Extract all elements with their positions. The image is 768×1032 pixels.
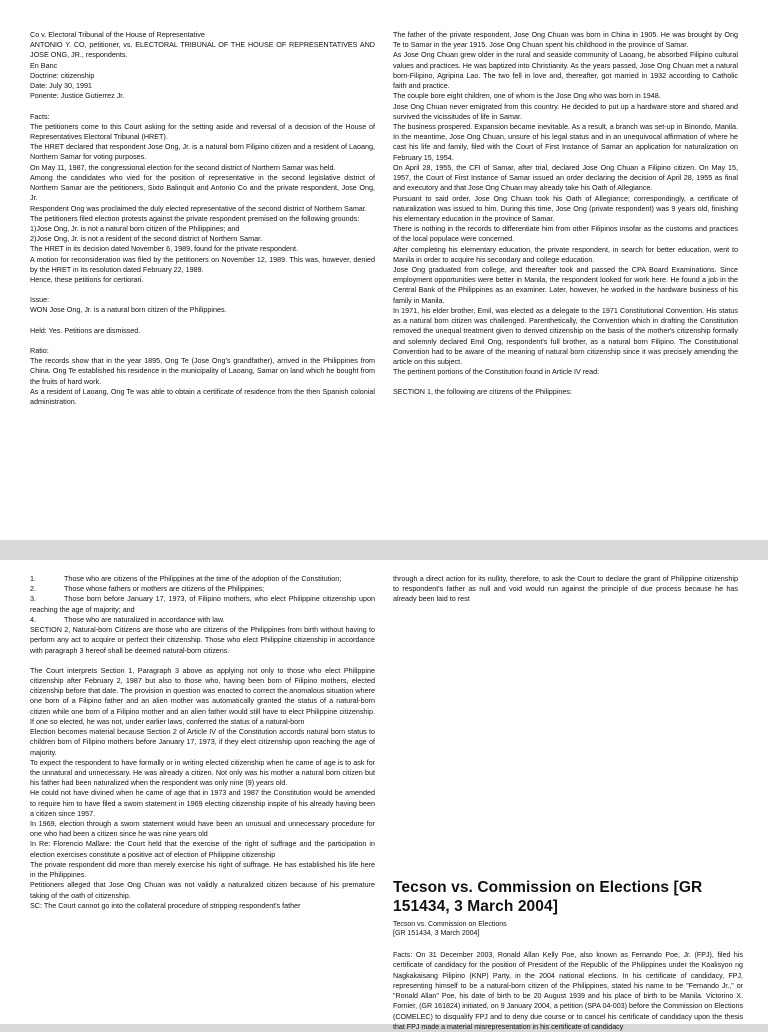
body-paragraph: In Re: Florencio Mallare: the Court held that the exercise of the right of suffrage and the participation in election exercises constitute a positive act of election of Philippine citizenship <box>30 839 375 859</box>
case-parties: ANTONIO Y. CO, petitioner, vs. ELECTORAL TRIBUNAL OF THE HOUSE OF REPRESENTATIVES AND JOSE ONG, JR., respondents. <box>30 40 375 60</box>
list-number: 4. <box>30 614 36 624</box>
section-subtitle: Tecson vs. Commission on Elections <box>393 921 507 928</box>
body-paragraph: SC: The Court cannot go into the collateral procedure of stripping respondent's father <box>30 900 301 910</box>
decision-date: Date: July 30, 1991 <box>30 81 92 91</box>
body-paragraph: As Jose Ong Chuan grew older in the rural and seaside community of Laoang, he absorbed Filipino cultural values and practices. He was baptized into Christianity. As the years passed, Jose Ong Chuan met a natural born-Filipino, Agripina Lao. The two fell in love and, thereafter, got married in 1932 according to Catholic faith and practice. <box>393 50 738 91</box>
facts-paragraph: The HRET in its decision dated November 6, 1989, found for the private respondent. <box>30 244 298 254</box>
body-paragraph: To expect the respondent to have formally or in writing elected citizenship when he came of age is to ask for the unnatural and unnecessary. He was already a citizen. Not only was his mother a natural born citizen but his father had been naturalized when the respondent was only nine (9) years old. <box>30 757 375 788</box>
body-paragraph: Jose Ong Chuan never emigrated from this country. He decided to put up a hardware store and shared and survived the vicissitudes of life in Samar. <box>393 101 738 121</box>
list-text: Those who are naturalized in accordance with law. <box>64 614 225 624</box>
section-1-intro: SECTION 1, the following are citizens of the Philippines: <box>393 387 572 397</box>
body-paragraph: The business prospered. Expansion became inevitable. As a result, a branch was set-up in Binondo, Manila. In the meantime, Jose Ong Chuan, unsure of his legal status and in an unequivocal affirmation of where he cast his life and family, filed with the Court of First Instance of Samar an application for naturalization on February 15, 1954. <box>393 121 738 162</box>
facts-paragraph: 1)Jose Ong, Jr. is not a natural born citizen of the Philippines; and <box>30 223 240 233</box>
section-subtitle-block <box>393 920 743 939</box>
facts-heading: Facts: <box>30 111 50 121</box>
body-paragraph: In 1971, his elder brother, Emil, was elected as a delegate to the 1971 Constitutional Convention. His status as a natural born citizen was challenged. Parenthetically, the Convention which in drafting the Constitution removed the unequal treatment given to derived citizenship on the basis of the mother's citizenship formally and solemnly declared Emil Ong, respondent's full brother, as a natural born Filipino. The Constitutional Convention had to be aware of the meaning of natural born citizenship since it was precisely amending the article on this subject. <box>393 305 738 366</box>
body-paragraph: The private respondent did more than merely exercise his right of suffrage. He has established his life here in the Philippines. <box>30 859 375 880</box>
carryover-paragraph: through a direct action for its nullity, therefore, to ask the Court to declare the grant of Philippine citizenship to respondent's father as null and void would run against the principle of due process because he has already been laid to rest <box>393 574 738 604</box>
body-paragraph: Pursuant to said order, Jose Ong Chuan took his Oath of Allegiance; correspondingly, a certificate of naturalization was issued to him. During this time, Jose Ong (private respondent) was 9 years old, finishing his elementary education in the province of Samar. <box>393 193 738 223</box>
list-number: 2. <box>30 584 36 594</box>
facts-paragraph: On May 11, 1987, the congressional election for the second district of Northern Samar was held. <box>30 162 336 172</box>
ponente: Ponente: Justice Gutierrez Jr. <box>30 91 125 101</box>
list-number: 1. <box>30 574 36 583</box>
facts-paragraph: Respondent Ong was proclaimed the duly elected representative of the second district of Northern Samar. <box>30 203 367 213</box>
body-paragraph: The father of the private respondent, Jose Ong Chuan was born in China in 1905. He was brought by Ong Te to Samar in the year 1915. Jose Ong Chuan spent his childhood in the province of Samar. <box>393 30 738 50</box>
facts-paragraph: Among the candidates who vied for the position of representative in the second legislative district of Northern Samar are the petitioners, Sixto Balinquit and Antonio Co and the private respondent, Jose Ong, Jr. <box>30 172 375 203</box>
page2-left-column <box>30 574 375 911</box>
body-paragraph: In 1969, election through a sworn statement would have been an unusual and unnecessary procedure for one who had been a citizen since he was nine years old <box>30 819 375 839</box>
case-title: Co v. Electoral Tribunal of the House of Representative <box>30 30 205 39</box>
ratio-heading: Ratio: <box>30 345 49 355</box>
doctrine: Doctrine: citizenship <box>30 70 95 80</box>
page2-right-column <box>393 574 738 605</box>
list-number: 3. <box>30 594 36 604</box>
facts-paragraph: 2)Jose Ong, Jr. is not a resident of the second district of Northern Samar. <box>30 234 263 244</box>
page1-left-column <box>30 30 375 407</box>
document-page-2 <box>0 560 768 1031</box>
facts-paragraph: A motion for reconsideration was filed by the petitioners on November 12, 1989. This was, however, denied by the HRET in its resolution dated February 22, 1989. <box>30 254 375 274</box>
body-paragraph: Petitioners alleged that Jose Ong Chuan was not validly a naturalized citizen because of his premature taking of the oath of citizenship. <box>30 880 375 900</box>
ratio-paragraph: As a resident of Laoang, Ong Te was able to obtain a certificate of residence from the then Spanish colonial administration. <box>30 386 375 406</box>
ratio-paragraph: The records show that in the year 1895, Ong Te (Jose Ong's grandfather), arrived in the Philippines from China. Ong Te established his residence in the municipality of Laoang, Samar on land which he bought from the fruits of hard work. <box>30 356 375 386</box>
issue-heading: Issue: <box>30 295 50 305</box>
body-paragraph: Jose Ong graduated from college, and thereafter took and passed the CPA Board Examinations. Since employment opportunities were better in Manila, the respondent looked for work here. He found a job in the Central Bank of the Philippines as an examiner. Later, however, he worked in the hardware business of his family in Manila. <box>393 265 738 305</box>
body-paragraph: The pertinent portions of the Constitution found in Article IV read: <box>393 367 600 377</box>
facts-paragraph: The HRET declared that respondent Jose Ong, Jr. is a natural born Filipino citizen and a resident of Laoang, Northern Samar for voting purposes. <box>30 142 375 162</box>
citizenship-list-item <box>30 594 375 614</box>
body-paragraph: On April 28, 1955, the CFI of Samar, after trial, declared Jose Ong Chuan a Filipino citizen. On May 15, 1957, the Court of First Instance of Samar issued an order declaring the decision of April 28, 1955 as final and executory and that Jose Ong Chuan may already take his Oath of Allegiance. <box>393 162 738 193</box>
page1-right-column <box>393 30 738 398</box>
body-paragraph: The couple bore eight children, one of whom is the Jose Ong who was born in 1948. <box>393 91 661 101</box>
section-title: Tecson vs. Commission on Elections [GR 151434, 3 March 2004] <box>393 879 703 916</box>
citizenship-list-item <box>30 574 375 584</box>
list-text: Those born before January 17, 1973, of Filipino mothers, who elect Philippine citizenship upon reaching the age of majority; and <box>30 594 375 614</box>
issue-text: WON Jose Ong, Jr. is a natural born citizen of the Philippines. <box>30 305 227 315</box>
body-paragraph: There is nothing in the records to differentiate him from other Filipinos insofar as the customs and practices of the local populace were concerned. <box>393 224 738 244</box>
body-paragraph: The Court interprets Section 1, Paragraph 3 above as applying not only to those who elect Philippine citizenship after February 2, 1987 but also to those who, having been born of Filipino mothers, elected citizenship before that date. The provision in question was enacted to correct the anomalous situation where one born of a Filipino father and an alien mother was automatically granted the status of a natural-born citizen while one born of a Filipino mother and an alien father would still have to elect Philippine citizenship. If one so elected, he was not, under earlier laws, conferred the status of a natural-born <box>30 665 375 726</box>
section-2-text: SECTION 2, Natural-born Citizens are those who are citizens of the Philippines from birth without having to perform any act to acquire or perfect their citizenship. Those who elect Philippine citizenship in accordance with paragraph 3 hereof shall be deemed natural-born citizens. <box>30 625 375 655</box>
list-text: Those whose fathers or mothers are citizens of the Philippines; <box>64 584 265 594</box>
court-division: En Banc <box>30 60 58 70</box>
held-text: Held: Yes. Petitions are dismissed. <box>30 325 141 335</box>
citizenship-list-item <box>30 615 375 625</box>
list-text: Those who are citizens of the Philippines at the time of the adoption of the Constitution; <box>64 574 342 583</box>
facts-paragraph: The petitioners filed election protests against the private respondent premised on the following grounds: <box>30 213 360 223</box>
facts-paragraph: Hence, these petitions for certiorari. <box>30 275 144 285</box>
body-paragraph: After completing his elementary education, the private respondent, in search for better education, went to Manila in order to acquire his secondary and college education. <box>393 244 738 264</box>
facts-paragraph: The petitioners come to this Court asking for the setting aside and reversal of a decision of the House of Representatives Electoral Tribunal (HRET). <box>30 121 375 141</box>
tecson-facts-paragraph: Facts: On 31 December 2003, Ronald Allan Kelly Poe, also known as Fernando Poe, Jr. (FPJ), filed his certificate of candidacy for the position of President of the Republic of the Philippines under the Koalisyon ng Nagkakaisang Pilipino (KNP) Party, in the 2004 national elections. In his certificate of candidacy, FPJ, representing himself to be a natural-born citizen of the Philippines, stated his name to be "Fernando Jr.," or "Ronald Allan" Poe, his date of birth to be 20 August 1939 and his place of birth to be Manila. Victorino X. Fornier, (GR 161824) initiated, on 9 January 2004, a petition (SPA 04-003) before the Commission on Elections (COMELEC) to disqualify FPJ and to deny due course or to cancel his certificate of candidacy upon the thesis that FPJ made a material misrepresentation in his certificate of candidacy <box>393 951 743 1031</box>
citizenship-list-item <box>30 584 375 594</box>
body-paragraph: He could not have divined when he came of age that in 1973 and 1987 the Constitution would be amended to require him to have filed a sworn statement in 1969 electing citizenship inspite of his already having been a citizen since 1957. <box>30 788 375 818</box>
section-citation: [GR 151434, 3 March 2004] <box>393 930 480 938</box>
body-paragraph: Election becomes material because Section 2 of Article IV of the Constitution accords natural born status to children born of Filipino mothers before January 17, 1973, if they elect citizenship upon reaching the age of majority. <box>30 727 375 757</box>
